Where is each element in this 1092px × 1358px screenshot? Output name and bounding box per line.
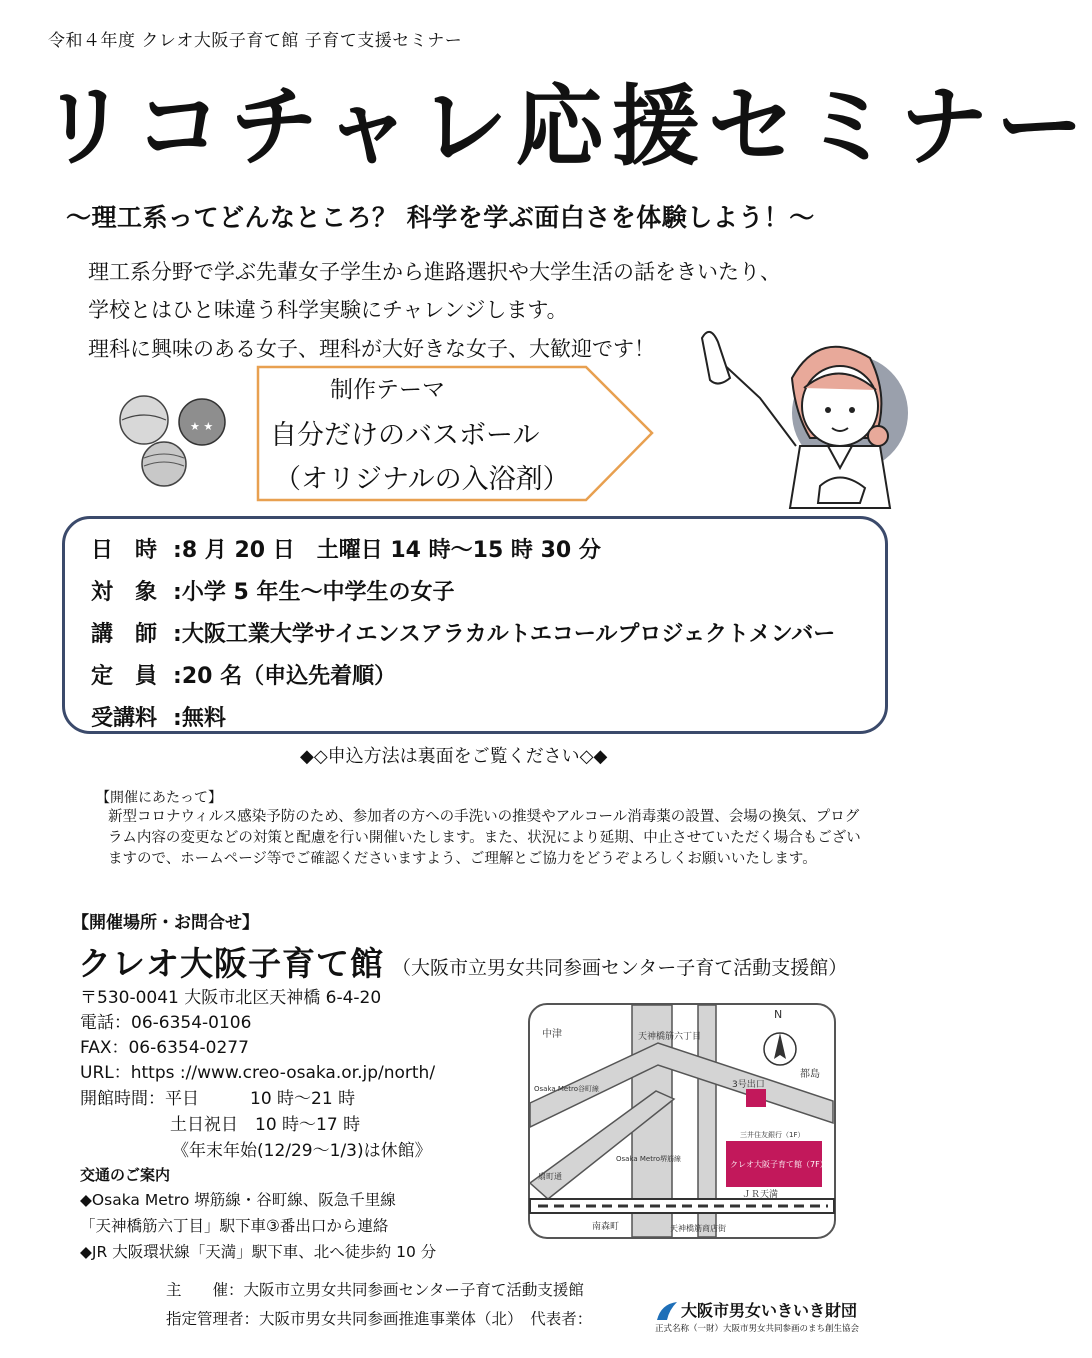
closed-period: 《年末年始(12/29～1/3)は休館》 [172,1141,432,1161]
detail-row-fee: 受講料 :無料 [91,701,226,732]
notice-heading: 【開催にあたって】 [96,790,222,806]
footer-manager: 指定管理者：大阪市男女共同参画推進事業体（北） 代表者： [166,1310,593,1328]
intro-line: 学校とはひと味違う科学実験にチャレンジします。 [88,298,568,322]
venue-name: クレオ大阪子育て館 [78,944,384,983]
detail-label: 定 員 [91,664,158,689]
venue-address: 〒530-0041 大阪市北区天神橋 6-4-20 [80,988,382,1008]
page-title: リコチャレ応援セミナー [40,75,1092,178]
venue-fax: FAX：06-6354-0277 [80,1038,249,1058]
venue-phone: 電話：06-6354-0106 [80,1013,252,1033]
venue-url[interactable]: URL：https ://www.creo-osaka.or.jp/north/ [80,1063,436,1083]
map-label-creo: クレオ大阪子育て館（7F） [730,1160,828,1169]
intro-line: 理工系分野で学ぶ先輩女子学生から進路選択や大学生活の話をきいたり、 [88,260,781,284]
detail-value: 小学 5 年生～中学生の女子 [181,580,455,605]
theme-name: 自分だけのバスボール [270,420,540,451]
map-label-mitsui: 三井住友銀行（1F） [740,1131,805,1139]
theme-box [256,365,656,502]
foundation-logo-sub: 正式名称（一財）大阪市男女共同参画のまち創生協会 [655,1324,860,1334]
theme-sub: （オリジナルの入浴剤） [274,464,570,495]
map-label-tanimachi: Osaka Metro谷町線 [534,1085,599,1093]
detail-label: 対 象 [91,580,158,605]
hours-weekend: 土日祝日 10 時～17 時 [170,1115,361,1135]
map-label-miyakojima: 都島 [800,1069,820,1080]
venue-heading: 【開催場所・お問合せ】 [72,913,259,933]
theme-label: 制作テーマ [330,377,445,403]
venue-subname: （大阪市立男女共同参画センター子育て活動支援館） [392,957,848,979]
map-label-exit: 3号出口 [732,1080,765,1090]
map-label-nakatsu: 中津 [542,1029,562,1040]
detail-row-capacity: 定 員 :20 名（申込先着順） [91,659,396,690]
girl-illustration [700,318,905,508]
intro-line: 理科に興味のある女子、理科が大好きな女子、大歓迎です！ [88,337,655,361]
detail-value: 8 月 20 日 土曜日 14 時～15 時 30 分 [181,538,601,563]
detail-row-target: 対 象 :小学 5 年生～中学生の女子 [91,575,454,606]
map-label-sakaisuji: Osaka Metro堺筋線 [616,1155,681,1163]
bath-ball-illustration [112,392,252,492]
detail-row-date: 日 時 :8 月 20 日 土曜日 14 時～15 時 30 分 [91,533,601,564]
foundation-logo [655,1298,875,1338]
transit-heading: 交通のご案内 [80,1166,171,1184]
access-map [528,1003,836,1239]
foundation-logo-icon [655,1300,679,1322]
hours-weekday: 開館時間：平日 10 時～21 時 [80,1089,356,1109]
notice-body: 新型コロナウィルス感染予防のため、参加者の方への手洗いの推奨やアルコール消毒薬の設置、会場の換気、プログラム内容の変更などの対策と配慮を行い開催いたします。また、状況により延期、中止させていただく場合もございますので、ホームページ等でご確認くださいますよう、ご理解とご協力をどうぞよろしくお願いいたします。 [108,809,861,867]
transit-line: ◆Osaka Metro 堺筋線・谷町線、阪急千里線 [80,1191,396,1209]
detail-label: 受講料 [91,706,158,731]
details-box [62,516,888,734]
subtitle: ～理工系ってどんなところ？ 科学を学ぶ面白さを体験しよう！～ [66,203,815,232]
apply-note: ◆◇申込方法は裏面をご覧ください◇◆ [300,746,608,767]
map-label-jr-tenma: ＪＲ天満 [742,1190,779,1200]
detail-row-lecturer: 講 師 :大阪工業大学サイエンスアラカルトエコールプロジェクトメンバー [91,617,835,648]
map-north: N [774,1008,783,1021]
detail-value: 無料 [181,706,226,731]
footer-host: 主 催：大阪市立男女共同参画センター子育て活動支援館 [166,1281,584,1299]
svg-text:★ ★: ★ ★ [190,420,214,433]
map-label-shopping: 天神橋筋商店街 [670,1224,726,1233]
map-label-ogimachi: 扇町通 [538,1172,562,1181]
detail-value: 大阪工業大学サイエンスアラカルトエコールプロジェクトメンバー [181,622,836,647]
map-label-minamimori: 南森町 [592,1222,620,1232]
transit-line: 「天神橋筋六丁目」駅下車③番出口から連絡 [80,1217,389,1235]
series-line: 令和４年度 クレオ大阪子育て館 子育て支援セミナー [48,31,463,51]
detail-label: 日 時 [91,538,158,563]
detail-label: 講 師 [91,622,158,647]
detail-value: 20 名（申込先着順） [181,664,397,689]
foundation-logo-name: 大阪市男女いきいき財団 [681,1301,858,1320]
map-label-tenjin: 天神橋筋六丁目 [638,1032,702,1042]
transit-line: ◆JR 大阪環状線「天満」駅下車、北へ徒歩約 10 分 [80,1243,437,1261]
